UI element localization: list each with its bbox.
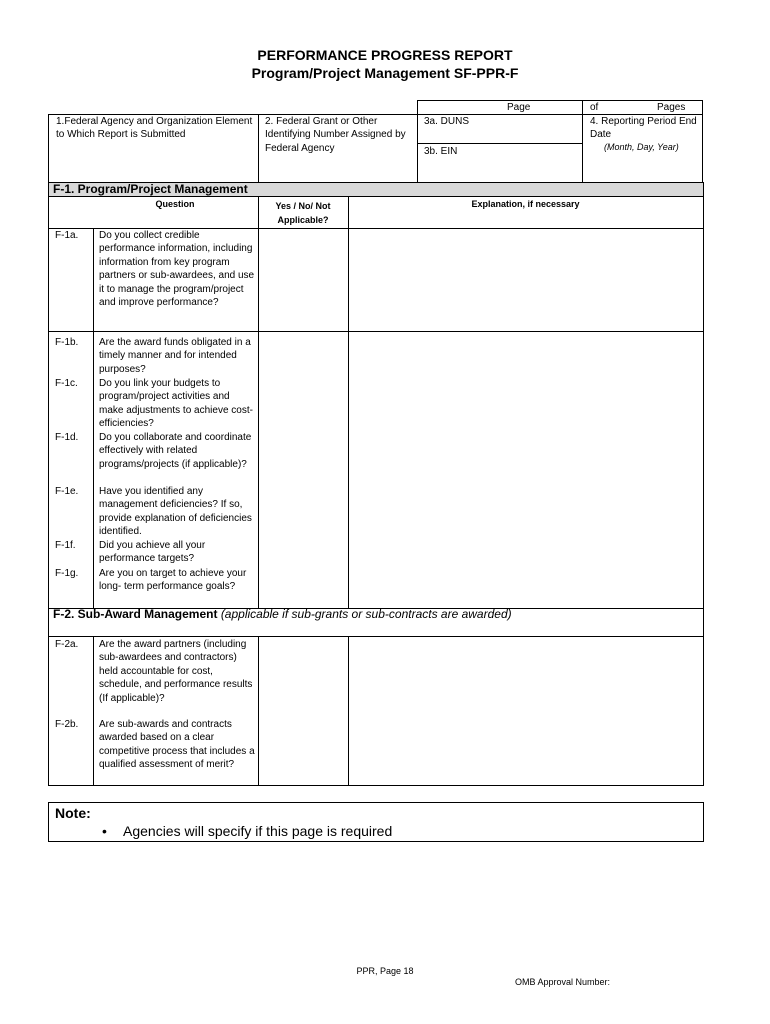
question-text: Have you identified any management deficiencies? If so, provide explanation of deficiencies identified. bbox=[99, 486, 252, 538]
question-text: Are the award funds obligated in a timely manner and for intended purposes? bbox=[99, 337, 251, 375]
question-text: Do you link your budgets to program/project activities and make adjustments to achieve cost-efficiencies? bbox=[99, 378, 253, 430]
field-agency-label: 1.Federal Agency and Organization Element to Which Report is Submitted bbox=[56, 116, 253, 141]
question-text: Are the award partners (including sub-awardees and contractors) held accountable for cost, schedule, and performance results (If applicable)? bbox=[99, 639, 253, 704]
section-f2-heading bbox=[53, 607, 512, 621]
row-id: F-1c. bbox=[55, 378, 78, 389]
question-text: Are sub-awards and contracts awarded based on a clear competitive process that includes a qualified assessment of merit? bbox=[99, 719, 255, 771]
section-f2-title: F-2. Sub-Award Management bbox=[53, 607, 218, 621]
footer-page: PPR, Page 18 bbox=[356, 966, 414, 976]
note-box bbox=[48, 802, 704, 842]
question-text: Do you collaborate and coordinate effectively with related programs/projects (if applicable)? bbox=[99, 432, 252, 470]
question-text: Are you on target to achieve your long- term performance goals? bbox=[99, 568, 247, 593]
row-id: F-2a. bbox=[55, 639, 79, 650]
question-text: Did you achieve all your performance targets? bbox=[99, 540, 206, 565]
row-id: F-1b. bbox=[55, 337, 79, 348]
note-heading: Note: bbox=[55, 805, 91, 821]
field-ein-label: 3b. EIN bbox=[424, 146, 458, 157]
row-id: F-1d. bbox=[55, 432, 79, 443]
field-reporting-period-hint: (Month, Day, Year) bbox=[604, 142, 679, 152]
page-title: PERFORMANCE PROGRESS REPORT bbox=[257, 47, 513, 63]
row-id: F-1a. bbox=[55, 230, 79, 241]
footer-omb: OMB Approval Number: bbox=[515, 977, 611, 987]
row-id: F-1g. bbox=[55, 568, 79, 579]
page-label: Page bbox=[507, 102, 531, 113]
page-subtitle: Program/Project Management SF-PPR-F bbox=[251, 65, 519, 81]
col-explanation-header: Explanation, if necessary bbox=[471, 199, 580, 209]
pages-label: Pages bbox=[657, 102, 686, 113]
field-duns-label: 3a. DUNS bbox=[424, 116, 470, 127]
note-bullet-text: Agencies will specify if this page is required bbox=[123, 823, 393, 839]
section-f1-heading: F-1. Program/Project Management bbox=[53, 182, 248, 196]
row-id: F-2b. bbox=[55, 719, 79, 730]
of-label: of bbox=[590, 102, 599, 113]
row-id: F-1f. bbox=[55, 540, 76, 551]
field-reporting-period-label: 4. Reporting Period End Date bbox=[590, 116, 697, 141]
row-id: F-1e. bbox=[55, 486, 79, 497]
question-text: Do you collect credible performance information, including information from key program partners or sub-awardees, and use it to manage the program/project and improve performance? bbox=[99, 230, 255, 309]
field-grant-number-label: 2. Federal Grant or Other Identifying Number Assigned by Federal Agency bbox=[265, 116, 406, 154]
col-question-header: Question bbox=[155, 199, 195, 209]
note-bullet-icon: • bbox=[102, 823, 107, 839]
col-yesno-header: Yes / No/ Not Applicable? bbox=[275, 201, 331, 225]
section-f2-note: (applicable if sub-grants or sub-contracts are awarded) bbox=[220, 607, 512, 621]
